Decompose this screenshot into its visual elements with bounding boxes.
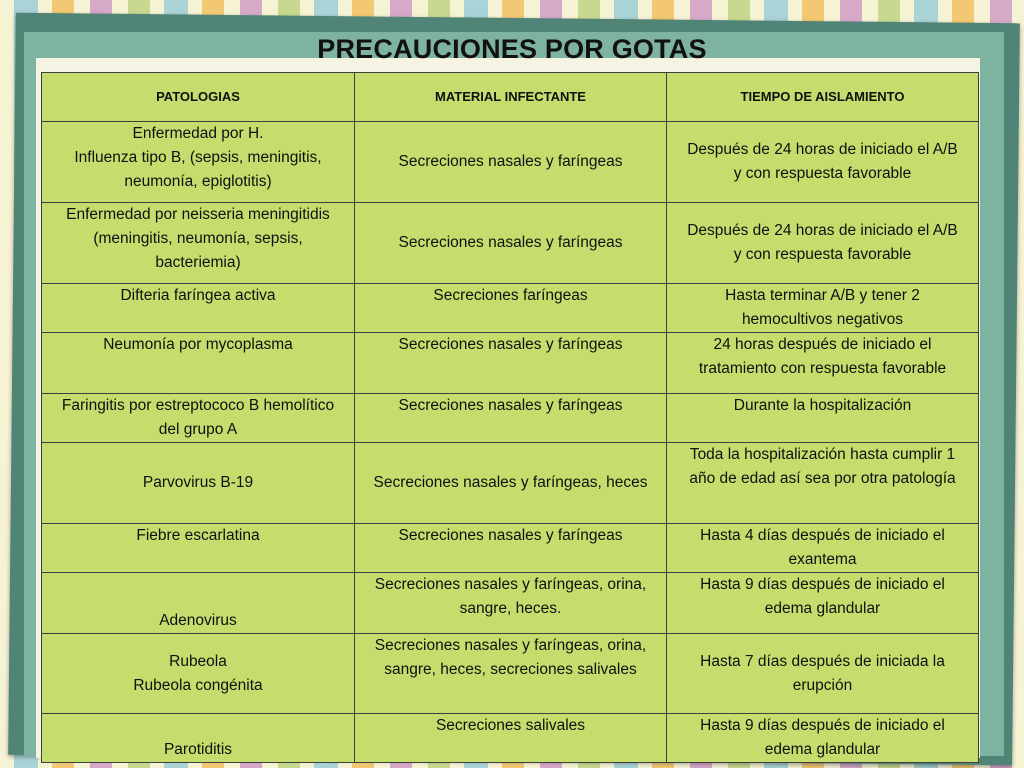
cell-line: Hasta 4 días después de iniciado el bbox=[700, 527, 945, 544]
cell-patologia bbox=[42, 333, 355, 394]
cell-patologia bbox=[42, 443, 355, 524]
cell-line: del grupo A bbox=[158, 421, 238, 438]
cell-material bbox=[355, 203, 667, 284]
cell-tiempo bbox=[667, 122, 979, 203]
cell-patologia bbox=[42, 284, 355, 333]
cell-line: tratamiento con respuesta favorable bbox=[698, 360, 947, 377]
cell-tiempo bbox=[667, 394, 979, 443]
cell-line: Rubeola bbox=[169, 652, 227, 670]
cell-line: edema glandular bbox=[764, 741, 881, 758]
table-row bbox=[42, 634, 979, 714]
column-header-patologias: PATOLOGIAS bbox=[42, 73, 355, 122]
cell-patologia bbox=[42, 524, 355, 573]
cell-material bbox=[355, 394, 667, 443]
cell-line: y con respuesta favorable bbox=[733, 165, 912, 182]
cell-line: Toda la hospitalización hasta cumplir 1 bbox=[689, 446, 956, 463]
cell-line: (meningitis, neumonía, sepsis, bbox=[93, 230, 303, 247]
precautions-table bbox=[41, 72, 979, 763]
cell-line: edema glandular bbox=[764, 600, 881, 617]
cell-line: año de edad así sea por otra patología bbox=[689, 470, 956, 487]
cell-line: Parvovirus B-19 bbox=[142, 474, 254, 491]
cell-material bbox=[355, 714, 667, 763]
table-row bbox=[42, 122, 979, 203]
cell-line: Adenovirus bbox=[159, 612, 237, 629]
cell-material bbox=[355, 443, 667, 524]
cell-material bbox=[355, 284, 667, 333]
cell-line: hemocultivos negativos bbox=[741, 311, 904, 328]
cell-line: Hasta 9 días después de iniciado el bbox=[700, 576, 945, 593]
column-header-material-infectante: MATERIAL INFECTANTE bbox=[355, 73, 667, 122]
table-row bbox=[42, 333, 979, 394]
table-header-row bbox=[42, 73, 979, 122]
cell-line: Durante la hospitalización bbox=[733, 397, 912, 414]
cell-patologia bbox=[42, 122, 355, 203]
cell-line: Enfermedad por H. bbox=[132, 125, 264, 142]
cell-tiempo bbox=[667, 333, 979, 394]
cell-tiempo bbox=[667, 524, 979, 573]
cell-line: neumonía, epiglotitis) bbox=[124, 173, 272, 190]
cell-patologia bbox=[42, 394, 355, 443]
cell-line: Influenza tipo B, (sepsis, meningitis, bbox=[74, 149, 322, 166]
cell-material bbox=[355, 122, 667, 203]
cell-material bbox=[355, 524, 667, 573]
table-row bbox=[42, 284, 979, 333]
column-header-tiempo-aislamiento: TIEMPO DE AISLAMIENTO bbox=[667, 73, 979, 122]
cell-line: Difteria faríngea activa bbox=[120, 287, 276, 304]
cell-tiempo bbox=[667, 443, 979, 524]
cell-material bbox=[355, 573, 667, 634]
cell-line: Después de 24 horas de iniciado el A/B bbox=[687, 141, 958, 158]
cell-line: sangre, heces. bbox=[459, 600, 562, 617]
cell-line: Hasta 7 días después de iniciada la bbox=[700, 652, 945, 670]
cell-line: Rubeola congénita bbox=[133, 676, 263, 694]
table-row bbox=[42, 394, 979, 443]
table-row bbox=[42, 714, 979, 763]
cell-material bbox=[355, 333, 667, 394]
table-row bbox=[42, 524, 979, 573]
cell-line: Neumonía por mycoplasma bbox=[103, 336, 293, 353]
cell-line: y con respuesta favorable bbox=[733, 246, 912, 263]
cell-patologia bbox=[42, 634, 355, 714]
cell-line: Después de 24 horas de iniciado el A/B bbox=[687, 222, 958, 239]
cell-line: Secreciones nasales y faríngeas bbox=[398, 153, 623, 170]
cell-patologia bbox=[42, 573, 355, 634]
cell-line: Parotiditis bbox=[163, 741, 233, 758]
cell-line: Fiebre escarlatina bbox=[136, 527, 260, 544]
cell-patologia bbox=[42, 203, 355, 284]
cell-line: Enfermedad por neisseria meningitidis bbox=[66, 206, 330, 223]
cell-line: Hasta terminar A/B y tener 2 bbox=[725, 287, 920, 304]
cell-tiempo bbox=[667, 573, 979, 634]
cell-tiempo bbox=[667, 203, 979, 284]
table-row bbox=[42, 443, 979, 524]
cell-line: Secreciones nasales y faríngeas bbox=[398, 336, 623, 353]
cell-line: erupción bbox=[792, 676, 853, 694]
table-row bbox=[42, 573, 979, 634]
cell-line: Secreciones nasales y faríngeas bbox=[398, 234, 623, 251]
cell-patologia bbox=[42, 714, 355, 763]
cell-line: Secreciones nasales y faríngeas bbox=[398, 397, 623, 414]
cell-line: Faringitis por estreptococo B hemolítico bbox=[61, 397, 335, 414]
cell-line: Hasta 9 días después de iniciado el bbox=[700, 717, 945, 734]
cell-line: Secreciones nasales y faríngeas, heces bbox=[373, 474, 648, 491]
cell-line: Secreciones faríngeas bbox=[433, 287, 588, 304]
cell-line: bacteriemia) bbox=[155, 254, 241, 271]
cell-line: exantema bbox=[788, 551, 857, 568]
cell-line: Secreciones salivales bbox=[435, 717, 586, 734]
page-title: PRECAUCIONES POR GOTAS bbox=[317, 34, 707, 64]
cell-tiempo bbox=[667, 714, 979, 763]
cell-tiempo bbox=[667, 634, 979, 714]
cell-line: 24 horas después de iniciado el bbox=[713, 336, 932, 353]
cell-material bbox=[355, 634, 667, 714]
cell-line: Secreciones nasales y faríngeas, orina, bbox=[374, 637, 647, 654]
table-row bbox=[42, 203, 979, 284]
cell-line: sangre, heces, secreciones salivales bbox=[384, 661, 637, 678]
cell-tiempo bbox=[667, 284, 979, 333]
cell-line: Secreciones nasales y faríngeas bbox=[398, 527, 623, 544]
cell-line: Secreciones nasales y faríngeas, orina, bbox=[374, 576, 647, 593]
